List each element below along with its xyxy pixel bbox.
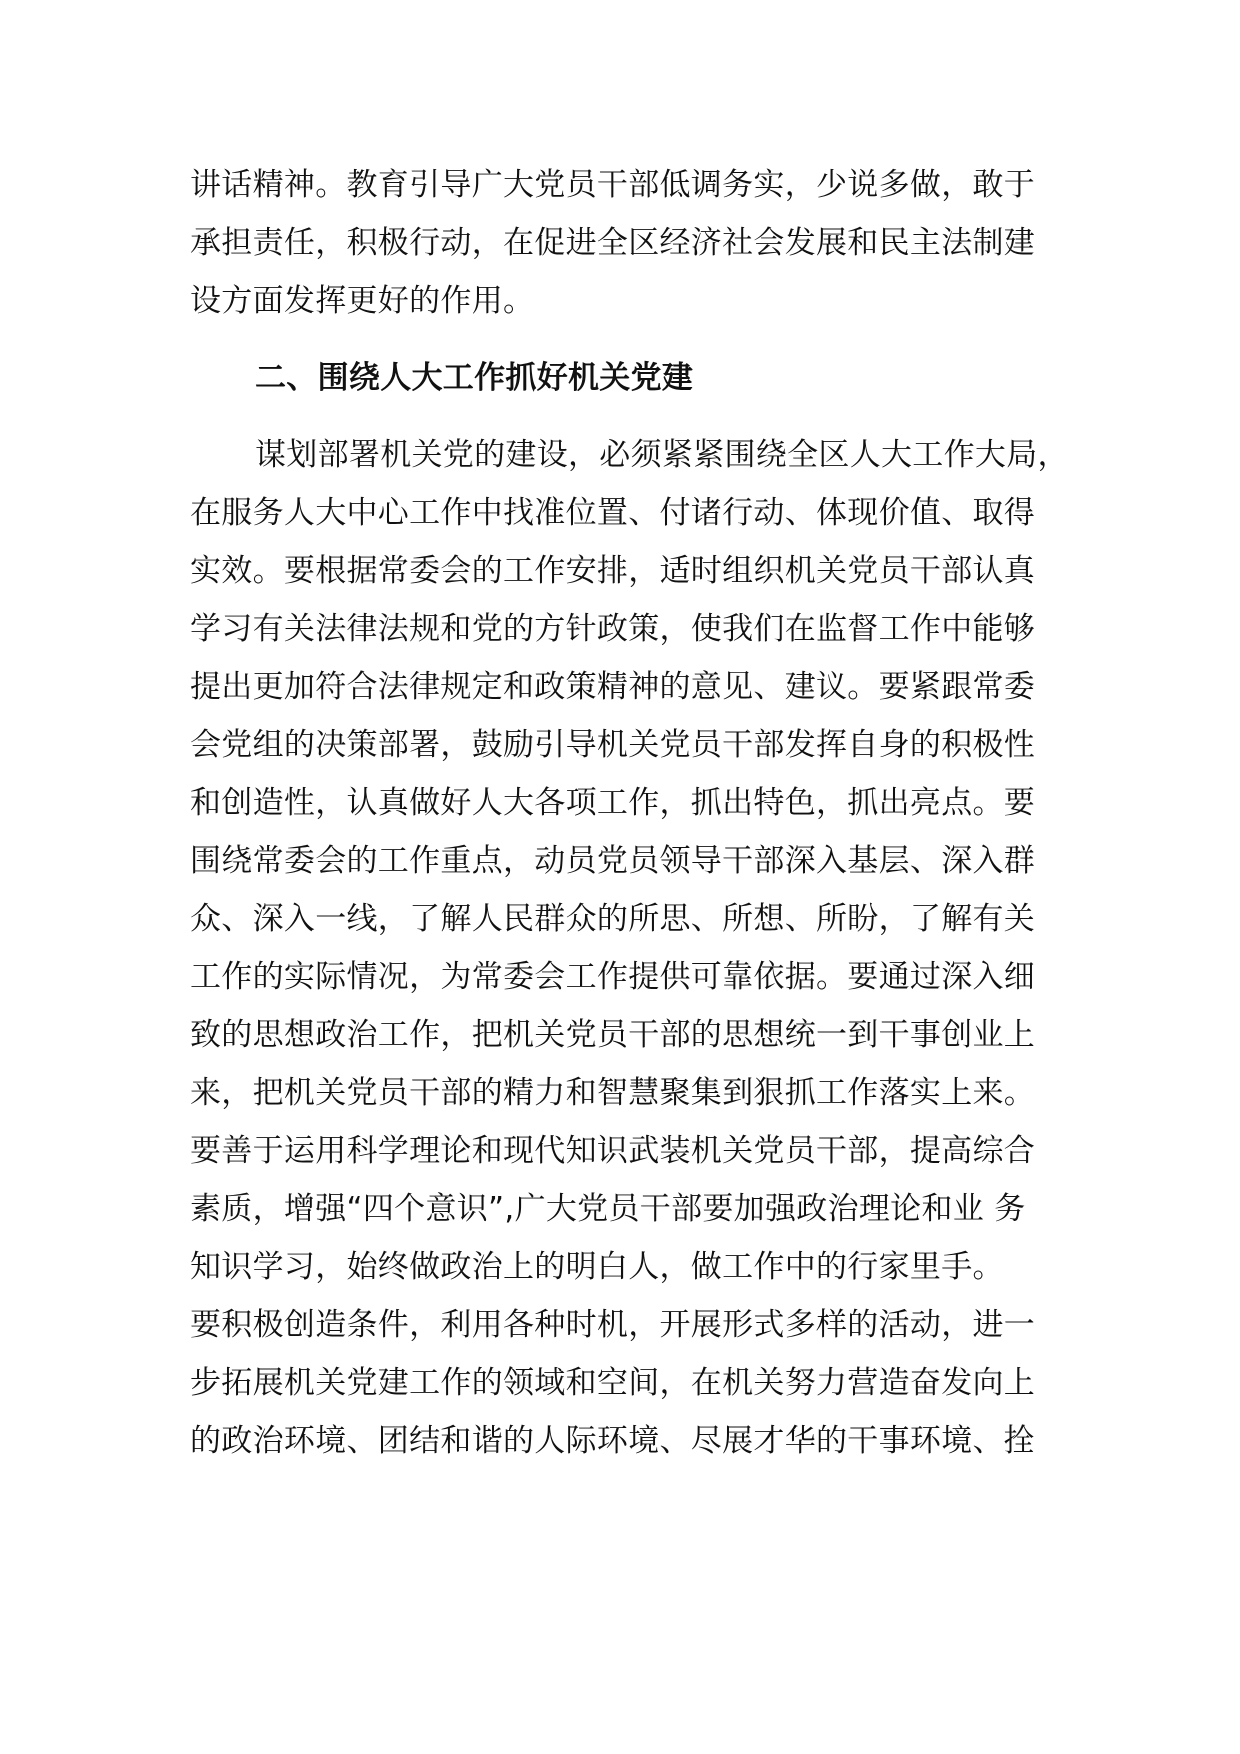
text-line: 提出更加符合法律规定和政策精神的意见、建议。要紧跟常委: [190, 669, 1036, 705]
text-line: 会党组的决策部署，鼓励引导机关党员干部发挥自身的积极性: [190, 727, 1036, 763]
paragraph-continuation: [190, 156, 1070, 330]
section-heading: 二、围绕人大工作抓好机关党建: [255, 360, 694, 396]
text-line: 实效。要根据常委会的工作安排，适时组织机关党员干部认真: [190, 553, 1036, 589]
text-line: 工作的实际情况，为常委会工作提供可靠依据。要通过深入细: [190, 959, 1036, 995]
text-line: 素质，增强“四个意识”,广大党员干部要加强政治理论和业 务: [190, 1191, 1026, 1227]
text-line-first: 谋划部署机关党的建设，必须紧紧围绕全区人大工作大局，: [255, 437, 1069, 473]
text-line: 来，把机关党员干部的精力和智慧聚集到狠抓工作落实上来。: [190, 1075, 1036, 1111]
text-line: 学习有关法律法规和党的方针政策，使我们在监督工作中能够: [190, 611, 1036, 647]
text-line: 知识学习，始终做政治上的明白人，做工作中的行家里手。: [190, 1249, 1004, 1285]
text-line: 在服务人大中心工作中找准位置、付诸行动、体现价值、取得: [190, 495, 1036, 531]
text-line: 承担责任，积极行动，在促进全区经济社会发展和民主法制建: [190, 225, 1036, 261]
text-line: 步拓展机关党建工作的领域和空间，在机关努力营造奋发向上: [190, 1365, 1036, 1401]
text-line: 致的思想政治工作，把机关党员干部的思想统一到干事创业上: [190, 1017, 1036, 1053]
text-line: 讲话精神。教育引导广大党员干部低调务实，少说多做，敢于: [190, 167, 1036, 203]
text-line: 要善于运用科学理论和现代知识武装机关党员干部，提高综合: [190, 1133, 1036, 1169]
text-line: 的政治环境、团结和谐的人际环境、尽展才华的干事环境、拴: [190, 1423, 1036, 1459]
text-line: 要积极创造条件，利用各种时机，开展形式多样的活动，进一: [190, 1307, 1036, 1343]
text-line: 和创造性，认真做好人大各项工作，抓出特色，抓出亮点。要: [190, 785, 1036, 821]
text-line: 围绕常委会的工作重点，动员党员领导干部深入基层、深入群: [190, 843, 1036, 879]
text-line: 设方面发挥更好的作用。: [190, 283, 535, 319]
paragraph-body: [190, 426, 1070, 1470]
text-line: 众、深入一线，了解人民群众的所思、所想、所盼，了解有关: [190, 901, 1036, 937]
